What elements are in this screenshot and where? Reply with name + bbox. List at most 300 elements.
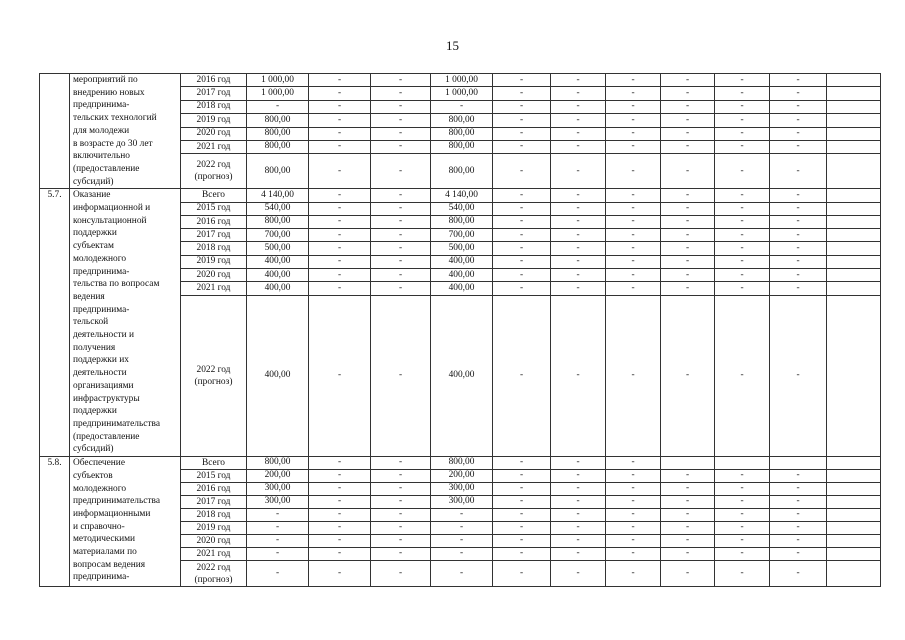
value-cell: 1 000,00 — [431, 87, 493, 100]
activity-name-line: поддержки — [73, 406, 117, 417]
value-cell: - — [551, 457, 606, 470]
activity-name-line: деятельности и — [73, 330, 135, 341]
value-cell: 800,00 — [431, 140, 493, 153]
value-cell: - — [309, 154, 371, 189]
value-cell: - — [493, 189, 551, 202]
value-cell: - — [551, 282, 606, 295]
value-cell — [827, 457, 881, 470]
value-cell: - — [371, 140, 431, 153]
value-cell: - — [606, 87, 661, 100]
activity-name — [70, 457, 181, 587]
activity-name-line: предпринима- — [73, 100, 130, 111]
activity-name-line: вопросам ведения — [73, 559, 146, 570]
value-cell: - — [715, 548, 770, 561]
value-cell: - — [606, 561, 661, 587]
value-cell: - — [715, 140, 770, 153]
activity-name-line: поддержки их — [73, 355, 129, 366]
value-cell: - — [715, 509, 770, 522]
activity-name-line: тельских технологий — [73, 113, 157, 124]
value-cell: 200,00 — [431, 470, 493, 483]
value-cell: - — [606, 535, 661, 548]
value-cell: - — [371, 127, 431, 140]
value-cell: - — [493, 127, 551, 140]
value-cell: - — [770, 242, 827, 255]
value-cell — [827, 282, 881, 295]
value-cell: - — [371, 561, 431, 587]
activity-name-line: информационной и — [73, 203, 151, 214]
value-cell: - — [770, 269, 827, 282]
value-cell: - — [770, 154, 827, 189]
value-cell — [827, 74, 881, 87]
value-cell: - — [493, 74, 551, 87]
period-cell: Всего — [181, 189, 247, 202]
value-cell: 540,00 — [431, 202, 493, 215]
value-cell: - — [770, 229, 827, 242]
value-cell: - — [309, 87, 371, 100]
value-cell: - — [309, 548, 371, 561]
value-cell: - — [493, 242, 551, 255]
value-cell: - — [309, 242, 371, 255]
value-cell: - — [606, 282, 661, 295]
value-cell: - — [606, 509, 661, 522]
value-cell: 800,00 — [247, 457, 309, 470]
value-cell: - — [309, 140, 371, 153]
value-cell: - — [770, 295, 827, 457]
value-cell: - — [770, 509, 827, 522]
value-cell: - — [371, 114, 431, 127]
value-cell: - — [551, 496, 606, 509]
value-cell: 300,00 — [431, 483, 493, 496]
value-cell: - — [309, 470, 371, 483]
value-cell: 700,00 — [247, 229, 309, 242]
value-cell: - — [431, 100, 493, 113]
value-cell: - — [606, 242, 661, 255]
period-cell: 2017 год — [181, 496, 247, 509]
value-cell: - — [371, 100, 431, 113]
value-cell — [827, 189, 881, 202]
activity-name-line: тельской — [73, 317, 109, 328]
value-cell: - — [309, 114, 371, 127]
value-cell: - — [770, 100, 827, 113]
value-cell — [827, 483, 881, 496]
value-cell: - — [661, 483, 715, 496]
value-cell: 300,00 — [247, 496, 309, 509]
value-cell: - — [606, 269, 661, 282]
value-cell: - — [715, 154, 770, 189]
value-cell: - — [770, 561, 827, 587]
value-cell: - — [770, 535, 827, 548]
value-cell: - — [493, 561, 551, 587]
value-cell: - — [431, 548, 493, 561]
value-cell — [827, 229, 881, 242]
activity-name-line: субъектам — [73, 241, 114, 252]
value-cell — [827, 535, 881, 548]
page-number: 15 — [446, 38, 459, 53]
value-cell: 800,00 — [247, 140, 309, 153]
value-cell: 800,00 — [247, 127, 309, 140]
value-cell: - — [371, 215, 431, 228]
value-cell: - — [770, 215, 827, 228]
value-cell: - — [606, 457, 661, 470]
value-cell: - — [551, 114, 606, 127]
value-cell: - — [309, 282, 371, 295]
value-cell: - — [309, 100, 371, 113]
value-cell: 700,00 — [431, 229, 493, 242]
value-cell: - — [551, 215, 606, 228]
value-cell: - — [715, 114, 770, 127]
value-cell: - — [715, 202, 770, 215]
period-cell: 2016 год — [181, 215, 247, 228]
value-cell: - — [606, 74, 661, 87]
value-cell: 400,00 — [247, 282, 309, 295]
value-cell — [827, 202, 881, 215]
value-cell: - — [309, 509, 371, 522]
value-cell: - — [606, 522, 661, 535]
value-cell: - — [606, 255, 661, 268]
value-cell: 800,00 — [247, 114, 309, 127]
value-cell: - — [661, 100, 715, 113]
activity-name-line: молодежного — [73, 483, 127, 494]
value-cell: 800,00 — [431, 215, 493, 228]
value-cell: - — [770, 140, 827, 153]
period-cell: 2020 год — [181, 127, 247, 140]
value-cell: - — [551, 522, 606, 535]
value-cell: - — [551, 470, 606, 483]
value-cell: - — [661, 255, 715, 268]
activity-name-line: внедрению новых — [73, 87, 145, 98]
activity-name-line: информационными — [73, 508, 151, 519]
value-cell: - — [493, 509, 551, 522]
value-cell: - — [247, 522, 309, 535]
value-cell: 400,00 — [431, 295, 493, 457]
value-cell: - — [371, 509, 431, 522]
value-cell: - — [371, 229, 431, 242]
value-cell: - — [661, 522, 715, 535]
value-cell — [827, 522, 881, 535]
value-cell: - — [715, 189, 770, 202]
value-cell: - — [551, 548, 606, 561]
activity-name-line: субсидий) — [73, 176, 114, 187]
period-cell: 2015 год — [181, 202, 247, 215]
value-cell: - — [493, 269, 551, 282]
value-cell: - — [770, 114, 827, 127]
activity-name-line: молодежного — [73, 253, 127, 264]
value-cell: - — [431, 522, 493, 535]
value-cell: - — [715, 535, 770, 548]
activity-name-line: методическими — [73, 534, 136, 545]
value-cell: - — [715, 295, 770, 457]
value-cell — [715, 457, 770, 470]
section-number: 5.8. — [40, 457, 70, 587]
value-cell: - — [551, 535, 606, 548]
value-cell: - — [247, 548, 309, 561]
value-cell: - — [493, 87, 551, 100]
period-cell: 2019 год — [181, 255, 247, 268]
value-cell: - — [493, 229, 551, 242]
value-cell: - — [431, 509, 493, 522]
value-cell: - — [715, 74, 770, 87]
value-cell: - — [371, 548, 431, 561]
value-cell: - — [493, 114, 551, 127]
activity-name-line: консультационной — [73, 215, 147, 226]
value-cell: 400,00 — [247, 295, 309, 457]
value-cell: - — [551, 295, 606, 457]
activity-name-line: Обеспечение — [73, 458, 125, 469]
value-cell: - — [715, 255, 770, 268]
value-cell: - — [770, 74, 827, 87]
value-cell: - — [770, 548, 827, 561]
value-cell: - — [661, 282, 715, 295]
value-cell: 500,00 — [431, 242, 493, 255]
period-cell: 2020 год — [181, 269, 247, 282]
value-cell: - — [431, 561, 493, 587]
value-cell: - — [493, 140, 551, 153]
value-cell — [827, 242, 881, 255]
value-cell: - — [770, 189, 827, 202]
period-cell: 2022 год (прогноз) — [181, 295, 247, 457]
value-cell — [827, 561, 881, 587]
value-cell: - — [371, 496, 431, 509]
value-cell: - — [309, 535, 371, 548]
activity-name-line: организациями — [73, 380, 134, 391]
value-cell: - — [551, 189, 606, 202]
value-cell: - — [551, 127, 606, 140]
value-cell: - — [661, 496, 715, 509]
value-cell: - — [661, 189, 715, 202]
activity-name-line: предпринима- — [73, 266, 130, 277]
value-cell: - — [606, 114, 661, 127]
value-cell — [827, 496, 881, 509]
period-cell: 2022 год (прогноз) — [181, 561, 247, 587]
value-cell: 400,00 — [431, 282, 493, 295]
period-cell: 2018 год — [181, 242, 247, 255]
value-cell: - — [309, 74, 371, 87]
value-cell: - — [715, 269, 770, 282]
value-cell: - — [309, 483, 371, 496]
value-cell: 1 000,00 — [247, 74, 309, 87]
value-cell: - — [493, 548, 551, 561]
value-cell — [827, 470, 881, 483]
activity-name-line: субъектов — [73, 470, 113, 481]
value-cell — [827, 295, 881, 457]
value-cell: 800,00 — [431, 127, 493, 140]
value-cell: - — [371, 255, 431, 268]
value-cell: - — [493, 154, 551, 189]
activity-name — [70, 74, 181, 189]
value-cell: - — [715, 496, 770, 509]
period-cell: Всего — [181, 457, 247, 470]
activity-name — [70, 189, 181, 457]
value-cell: - — [770, 496, 827, 509]
value-cell: - — [715, 282, 770, 295]
value-cell: - — [606, 127, 661, 140]
value-cell: - — [309, 255, 371, 268]
value-cell: - — [715, 242, 770, 255]
value-cell: - — [371, 470, 431, 483]
value-cell: - — [715, 561, 770, 587]
value-cell: 4 140,00 — [431, 189, 493, 202]
value-cell: - — [493, 215, 551, 228]
period-cell: 2017 год — [181, 229, 247, 242]
value-cell: - — [551, 255, 606, 268]
period-cell: 2021 год — [181, 140, 247, 153]
value-cell: - — [661, 140, 715, 153]
value-cell: - — [715, 215, 770, 228]
period-cell: 2022 год (прогноз) — [181, 154, 247, 189]
value-cell: - — [770, 470, 827, 483]
value-cell: - — [715, 470, 770, 483]
value-cell: - — [551, 154, 606, 189]
value-cell: - — [770, 127, 827, 140]
budget-table — [39, 73, 881, 587]
value-cell: - — [606, 154, 661, 189]
value-cell: 800,00 — [247, 215, 309, 228]
activity-name-line: инфраструктуры — [73, 393, 140, 404]
value-cell: - — [371, 483, 431, 496]
value-cell: 800,00 — [431, 154, 493, 189]
value-cell: - — [551, 483, 606, 496]
value-cell: - — [551, 87, 606, 100]
period-cell: 2018 год — [181, 509, 247, 522]
value-cell: - — [247, 561, 309, 587]
value-cell: - — [715, 87, 770, 100]
value-cell — [827, 114, 881, 127]
value-cell: - — [715, 229, 770, 242]
value-cell: - — [715, 522, 770, 535]
value-cell: - — [606, 215, 661, 228]
value-cell: - — [661, 154, 715, 189]
value-cell: - — [606, 202, 661, 215]
value-cell: - — [551, 100, 606, 113]
table-row — [40, 457, 881, 470]
value-cell: - — [661, 87, 715, 100]
activity-name-line: деятельности — [73, 368, 127, 379]
period-cell: 2019 год — [181, 114, 247, 127]
value-cell: - — [661, 229, 715, 242]
value-cell — [827, 255, 881, 268]
value-cell — [827, 215, 881, 228]
value-cell — [770, 457, 827, 470]
value-cell: 200,00 — [247, 470, 309, 483]
value-cell: - — [247, 100, 309, 113]
value-cell: - — [371, 535, 431, 548]
value-cell: - — [371, 87, 431, 100]
value-cell: 500,00 — [247, 242, 309, 255]
value-cell: - — [493, 282, 551, 295]
period-cell: 2020 год — [181, 535, 247, 548]
activity-name-line: ведения — [73, 291, 105, 302]
activity-name-line: и справочно- — [73, 521, 125, 532]
value-cell: 400,00 — [431, 269, 493, 282]
value-cell: - — [606, 229, 661, 242]
value-cell: - — [770, 87, 827, 100]
value-cell: - — [606, 496, 661, 509]
value-cell — [827, 140, 881, 153]
value-cell: - — [551, 140, 606, 153]
table-row — [40, 74, 881, 87]
value-cell: - — [551, 74, 606, 87]
value-cell — [827, 509, 881, 522]
value-cell: - — [431, 535, 493, 548]
value-cell: - — [309, 229, 371, 242]
value-cell — [827, 548, 881, 561]
value-cell: - — [606, 140, 661, 153]
value-cell: - — [551, 561, 606, 587]
value-cell: - — [371, 282, 431, 295]
value-cell: 800,00 — [247, 154, 309, 189]
value-cell: - — [309, 457, 371, 470]
value-cell: - — [551, 229, 606, 242]
section-number — [40, 74, 70, 189]
value-cell: - — [493, 535, 551, 548]
period-cell: 2021 год — [181, 282, 247, 295]
period-cell: 2016 год — [181, 483, 247, 496]
activity-name-line: тельства по вопросам — [73, 279, 160, 290]
value-cell: 1 000,00 — [431, 74, 493, 87]
value-cell: 800,00 — [431, 457, 493, 470]
activity-name-line: предпринимательства — [73, 496, 160, 507]
value-cell: - — [661, 561, 715, 587]
value-cell: - — [661, 535, 715, 548]
activity-name-line: в возрасте до 30 лет — [73, 138, 153, 149]
activity-name-line: (предоставление — [73, 163, 140, 174]
value-cell: - — [371, 154, 431, 189]
activity-name-line: поддержки — [73, 228, 117, 239]
value-cell: - — [493, 522, 551, 535]
table-body — [40, 74, 881, 587]
value-cell: - — [309, 189, 371, 202]
activity-name-line: для молодежи — [73, 125, 130, 136]
period-cell: 2016 год — [181, 74, 247, 87]
value-cell — [827, 127, 881, 140]
value-cell: - — [493, 483, 551, 496]
value-cell: - — [493, 470, 551, 483]
value-cell: - — [770, 202, 827, 215]
value-cell: - — [661, 470, 715, 483]
value-cell: - — [661, 114, 715, 127]
value-cell: - — [309, 522, 371, 535]
value-cell: 400,00 — [247, 255, 309, 268]
value-cell: - — [661, 295, 715, 457]
value-cell: - — [309, 215, 371, 228]
activity-name-line: включительно — [73, 151, 130, 162]
value-cell: - — [551, 242, 606, 255]
value-cell: - — [606, 189, 661, 202]
value-cell: - — [371, 202, 431, 215]
value-cell: - — [309, 496, 371, 509]
value-cell: 540,00 — [247, 202, 309, 215]
section-number: 5.7. — [40, 189, 70, 457]
value-cell: - — [606, 100, 661, 113]
value-cell: - — [661, 242, 715, 255]
value-cell: - — [371, 457, 431, 470]
value-cell: - — [371, 269, 431, 282]
activity-name-line: материалами по — [73, 547, 137, 558]
value-cell — [661, 457, 715, 470]
value-cell — [827, 100, 881, 113]
activity-name-line: (предоставление — [73, 431, 140, 442]
value-cell: - — [309, 127, 371, 140]
value-cell: - — [493, 496, 551, 509]
value-cell: - — [661, 269, 715, 282]
value-cell — [827, 87, 881, 100]
value-cell: - — [661, 509, 715, 522]
value-cell: - — [661, 74, 715, 87]
period-cell: 2018 год — [181, 100, 247, 113]
value-cell: - — [371, 522, 431, 535]
activity-name-line: предпринима- — [73, 572, 130, 583]
value-cell: 400,00 — [247, 269, 309, 282]
